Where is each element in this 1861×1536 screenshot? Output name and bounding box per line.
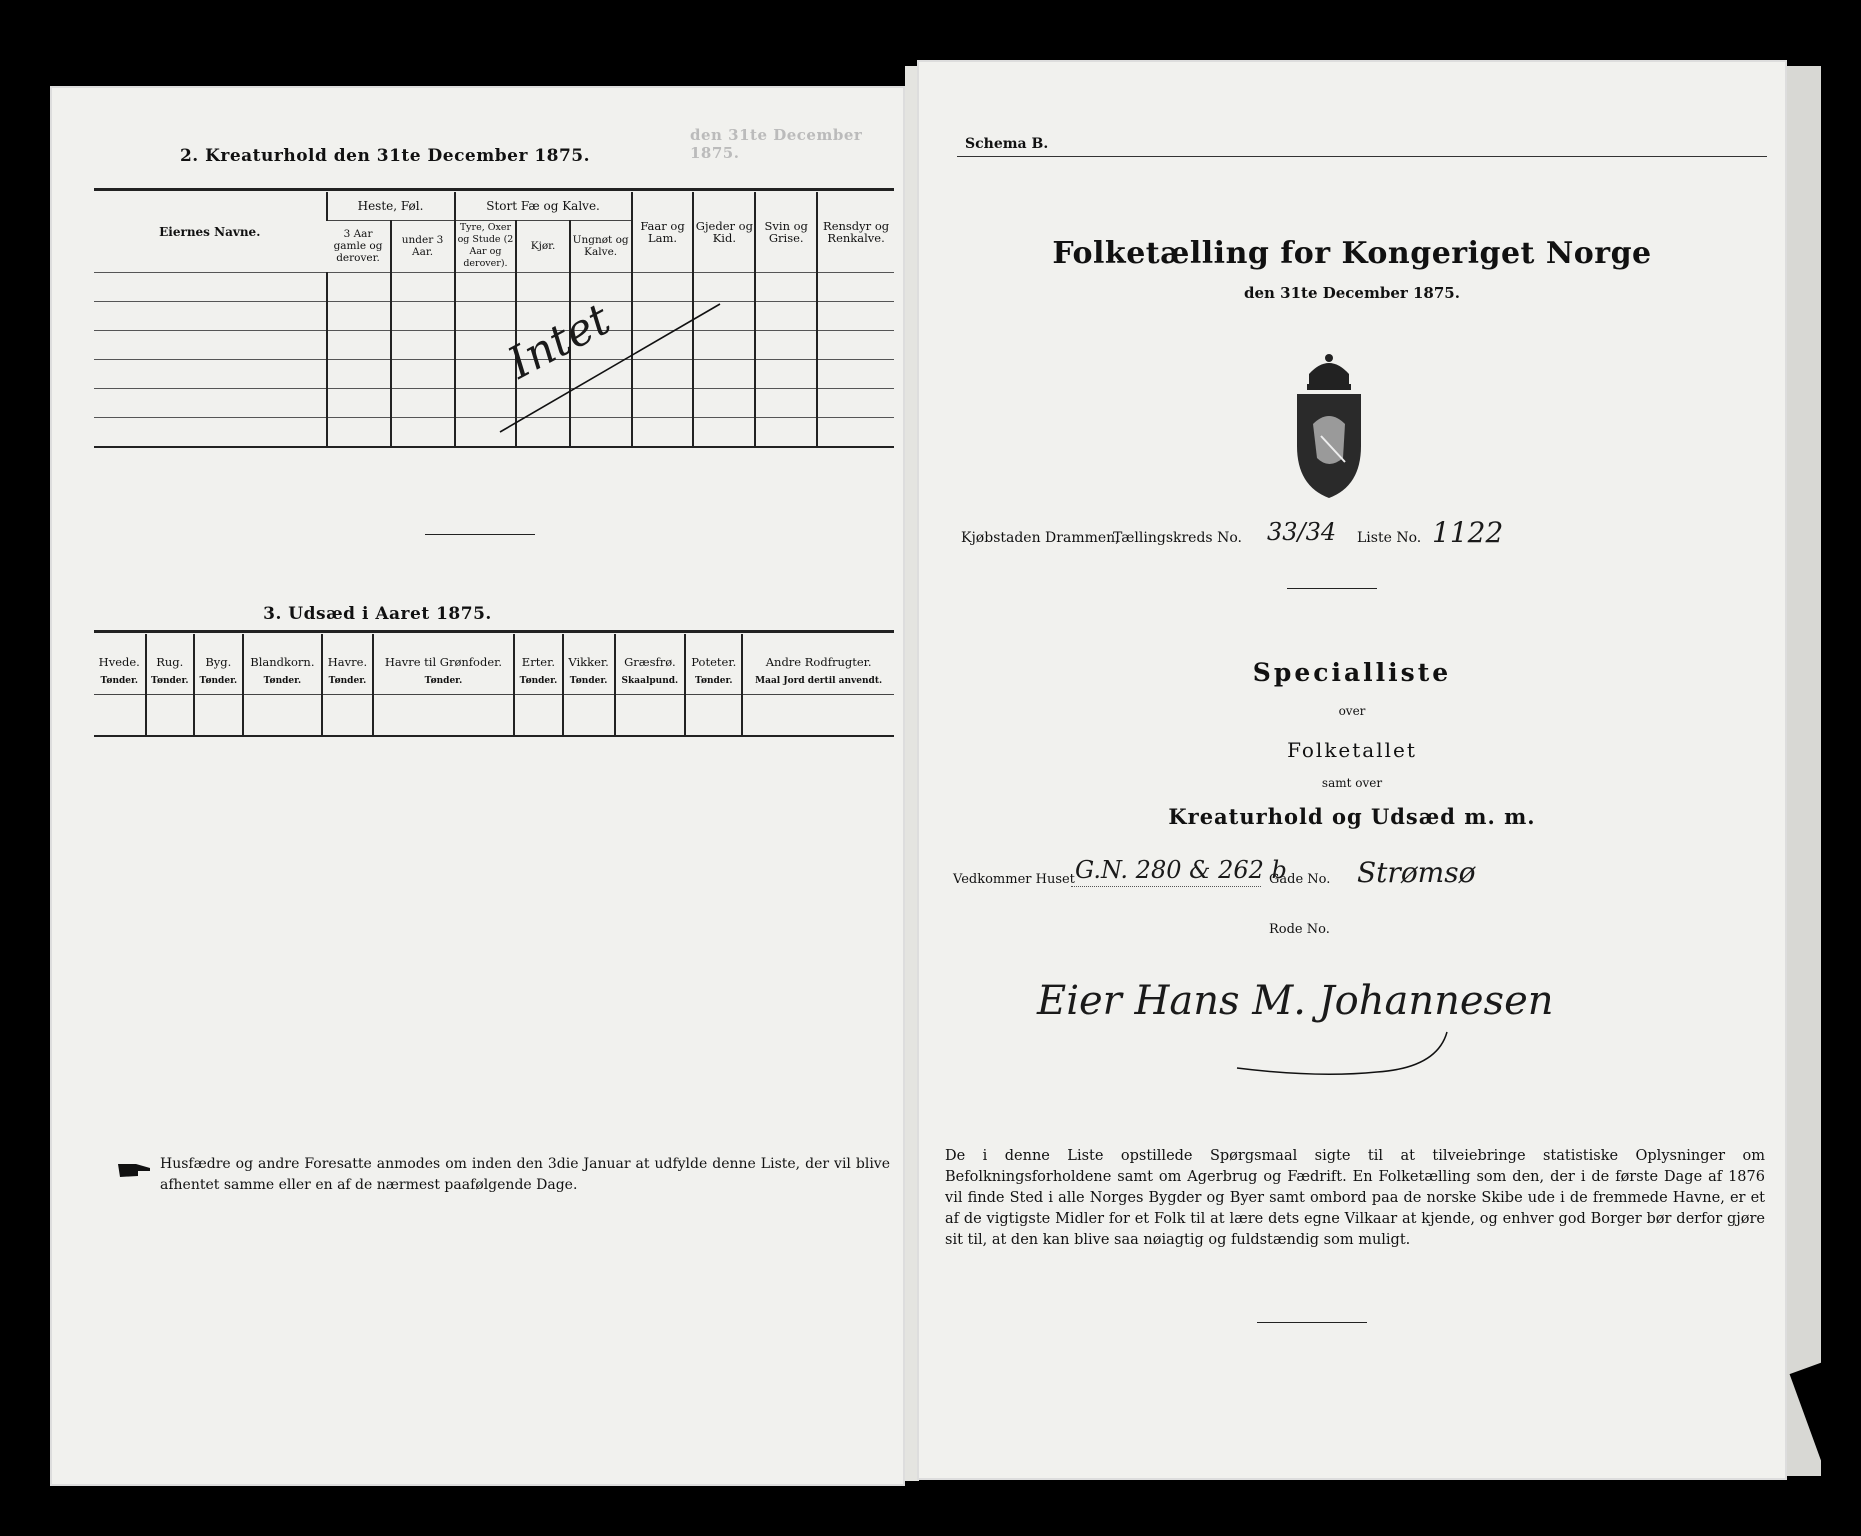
- seed-cell: [514, 694, 563, 736]
- notice-text: Husfædre og andre Foresatte anmodes om inden den 3die Januar at udfylde denne Liste, der vil blive afhentet samme eller en af de nærmest paafølgende Dage.: [160, 1156, 890, 1193]
- seed-col-unit: Tønder.: [243, 668, 323, 694]
- divider: [1287, 588, 1377, 589]
- footer-text: De i denne Liste opstillede Spørgsmaal sigte til at tilveiebringe statistiske Oplysninger om Befolkningsforholdene samt om Agerbrug og Fædrift. En Folketælling som den, der i de første Dage af 1876 vil finde Sted i alle Norges Bygder og Byer samt ombord paa de norske Skibe ude i de fremmede Havne, er et af de vigtigste Midler for et Folk til at lære dets egne Vilkaar at kjende, og enhver god Borger bør derfor gjøre sit til, at den kan blive saa nøiagtig og fuldstændig som muligt.: [945, 1148, 1765, 1248]
- seed-col-unit: Tønder.: [100, 675, 139, 686]
- seed-col-name: Andre Rodfrugter.: [742, 634, 894, 668]
- census-date: den 31te December 1875.: [1244, 284, 1460, 302]
- folketallet-text: Folketallet: [1287, 738, 1417, 762]
- col-reindeer: Rensdyr og Renkalve.: [817, 192, 894, 272]
- street-value: Strømsø: [1357, 856, 1476, 889]
- seed-cell: [94, 694, 146, 736]
- kreaturhold-text: Kreaturhold og Udsæd m. m.: [1168, 804, 1536, 829]
- left-page: [50, 86, 905, 1486]
- seed-cell: [194, 694, 243, 736]
- col-horses-under3: under 3 Aar.: [391, 220, 455, 272]
- col-horses-3yr: 3 Aar gamle og derover.: [327, 220, 391, 272]
- seed-col-unit: Skaalpund.: [615, 668, 686, 694]
- seed-cell: [685, 694, 742, 736]
- stacked-page-edges: [1787, 66, 1821, 1476]
- signature-flourish: [1197, 1028, 1457, 1088]
- seed-cell: [742, 694, 894, 736]
- seed-col-name: Havre.: [322, 634, 373, 668]
- seed-col-unit: Tønder.: [563, 668, 615, 694]
- col-horses: Heste, Føl.: [327, 192, 455, 220]
- col-owner-names: Eiernes Navne.: [159, 224, 261, 239]
- rule: [94, 630, 894, 633]
- seed-col-unit: Maal Jord dertil anvendt.: [742, 668, 894, 694]
- rule: [957, 156, 1767, 157]
- seed-col-unit: Tønder.: [373, 668, 514, 694]
- seed-col-name: Rug.: [146, 634, 195, 668]
- pointing-hand-icon: [116, 1160, 152, 1180]
- seed-col-unit: Tønder.: [514, 668, 563, 694]
- divider: [425, 534, 535, 535]
- town-label: Kjøbstaden Drammen,: [961, 530, 1120, 546]
- seed-cell: [322, 694, 373, 736]
- census-title: Folketælling for Kongeriget Norge: [1052, 236, 1652, 271]
- col-cattle-cows: Kjør.: [516, 220, 569, 272]
- seed-col-name: Græsfrø.: [615, 634, 686, 668]
- over-text: over: [1338, 704, 1366, 718]
- seed-col-name: Blandkorn.: [243, 634, 323, 668]
- seed-col-name: Vikker.: [563, 634, 615, 668]
- list-label: Liste No.: [1357, 530, 1422, 546]
- right-page: [917, 60, 1787, 1480]
- seed-col-unit: Tønder.: [685, 668, 742, 694]
- coat-of-arms-icon: [1287, 350, 1371, 500]
- seed-col-name: Byg.: [194, 634, 243, 668]
- samt-over-text: samt over: [1321, 776, 1383, 790]
- seed-cell: [243, 694, 323, 736]
- seed-cell: [146, 694, 195, 736]
- house-value: G.N. 280 & 262 b: [1075, 856, 1287, 884]
- seed-table: [94, 634, 894, 737]
- seed-col-name: Havre til Grønfoder.: [373, 634, 514, 668]
- col-sheep: Faar og Lam.: [632, 192, 694, 272]
- specialliste-heading: Specialliste: [1252, 658, 1452, 687]
- street-label: Gade No.: [1269, 872, 1331, 887]
- section3-title: 3. Udsæd i Aaret 1875.: [263, 604, 492, 624]
- handwritten-entry: Intet: [500, 293, 619, 390]
- district-value: 33/34: [1267, 518, 1337, 546]
- seed-cell: [373, 694, 514, 736]
- house-label: Vedkommer Huset: [953, 872, 1075, 887]
- rode-label: Rode No.: [1269, 922, 1330, 937]
- list-value: 1122: [1432, 516, 1504, 549]
- seed-cell: [615, 694, 686, 736]
- col-cattle-young: Ungnøt og Kalve.: [570, 220, 632, 272]
- seed-cell: [563, 694, 615, 736]
- seed-col-name: Erter.: [514, 634, 563, 668]
- seed-col-name: Poteter.: [685, 634, 742, 668]
- col-cattle-bulls: Tyre, Oxer og Stude (2 Aar og derover).: [455, 220, 517, 272]
- section2-title: 2. Kreaturhold den 31te December 1875.: [179, 146, 591, 166]
- seed-col-unit: Tønder.: [194, 668, 243, 694]
- district-label: Tællingskreds No.: [1113, 530, 1242, 546]
- col-cattle: Stort Fæ og Kalve.: [455, 192, 632, 220]
- divider: [1257, 1322, 1367, 1323]
- signature: Eier Hans M. Johannesen: [1037, 978, 1554, 1024]
- rule: [94, 188, 894, 191]
- col-goats: Gjeder og Kid.: [693, 192, 755, 272]
- col-pigs: Svin og Grise.: [755, 192, 817, 272]
- seed-col-name: Hvede.: [98, 655, 140, 669]
- seed-col-unit: Tønder.: [146, 668, 195, 694]
- ghost-header: den 31te December 1875.: [690, 126, 863, 162]
- seed-col-unit: Tønder.: [322, 668, 373, 694]
- schema-label: Schema B.: [965, 136, 1049, 152]
